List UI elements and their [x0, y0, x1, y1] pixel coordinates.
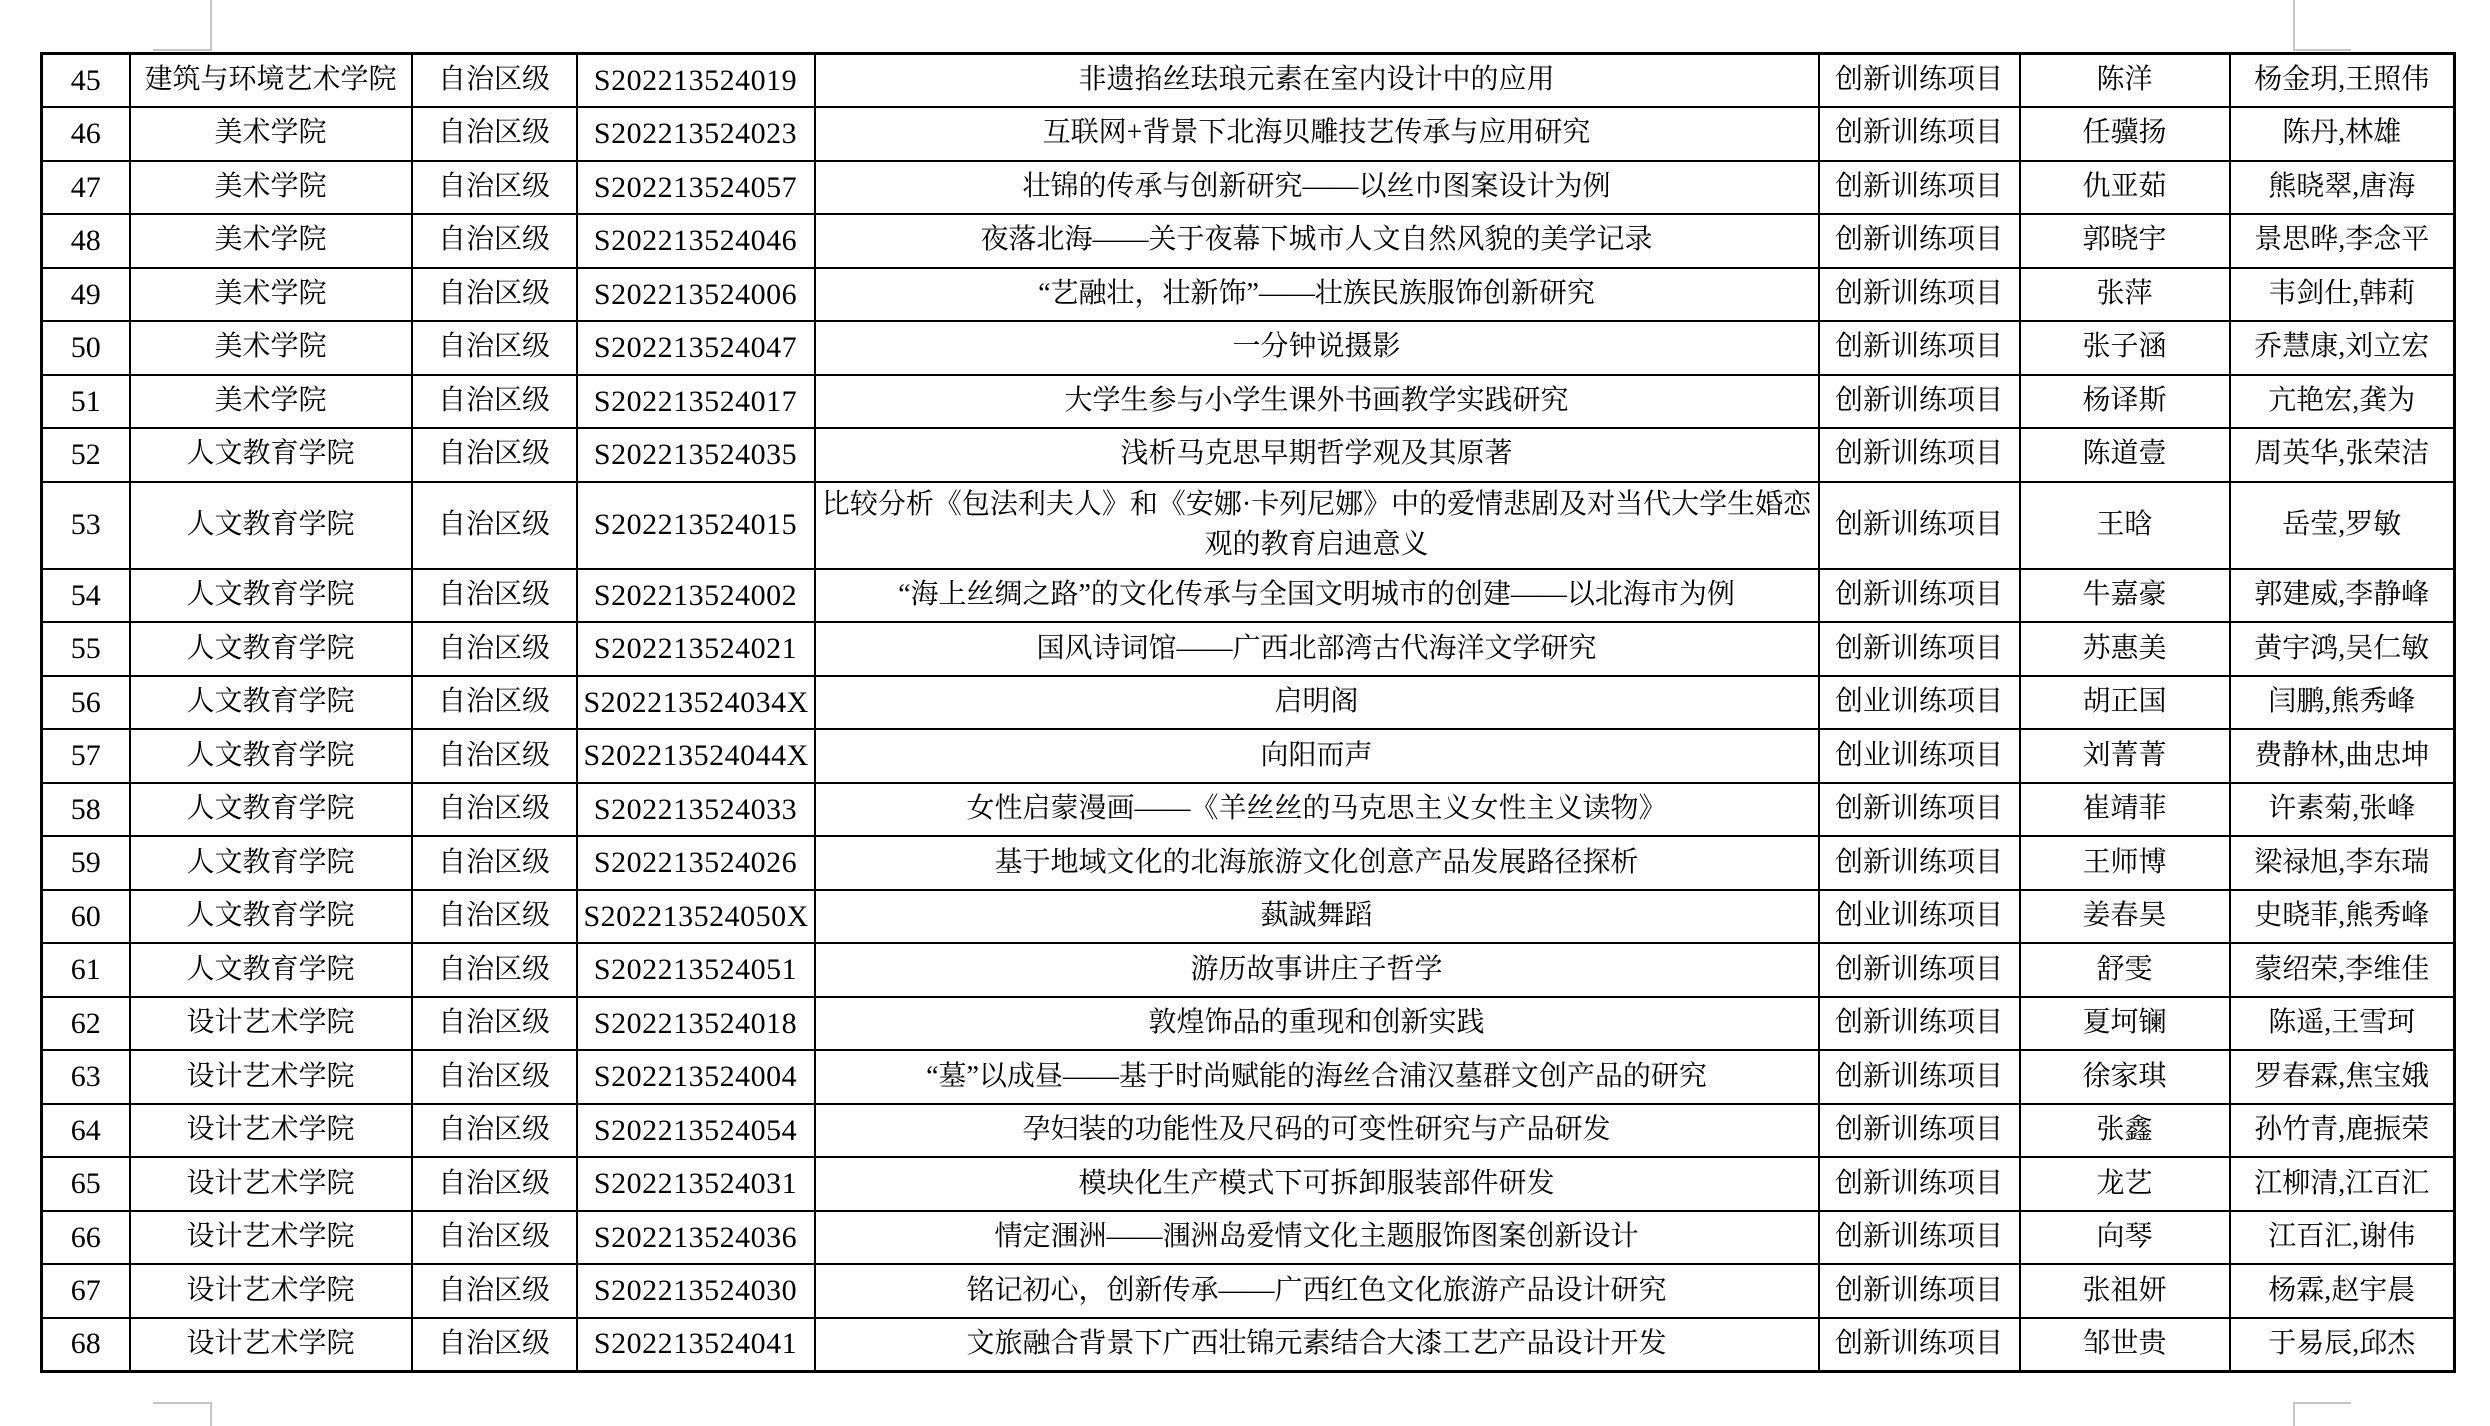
cell-project-title[interactable]: 浅析马克思早期哲学观及其原著 [815, 428, 1819, 482]
cell-project-members[interactable]: 蒙绍荣,李维佳 [2230, 943, 2455, 997]
cell-serial-number[interactable]: 64 [42, 1104, 130, 1158]
cell-project-members[interactable]: 岳莹,罗敏 [2230, 482, 2455, 569]
cell-project-leader[interactable]: 陈道壹 [2020, 428, 2230, 482]
cell-project-type[interactable]: 创新训练项目 [1819, 375, 2020, 429]
cell-project-type[interactable]: 创新训练项目 [1819, 482, 2020, 569]
cell-project-code[interactable]: S202213524006 [577, 268, 815, 322]
cell-project-title[interactable]: 一分钟说摄影 [815, 321, 1819, 375]
cell-project-members[interactable]: 熊晓翠,唐海 [2230, 161, 2455, 215]
cell-project-type[interactable]: 创新训练项目 [1819, 321, 2020, 375]
cell-project-members[interactable]: 许素菊,张峰 [2230, 783, 2455, 837]
cell-project-leader[interactable]: 张萍 [2020, 268, 2230, 322]
cell-college-name[interactable]: 设计艺术学院 [130, 1318, 412, 1372]
cell-project-leader[interactable]: 任骥扬 [2020, 107, 2230, 161]
table-row [42, 1264, 2455, 1318]
cell-project-code[interactable]: S202213524031 [577, 1157, 815, 1211]
cell-project-code[interactable]: S202213524047 [577, 321, 815, 375]
cell-project-level[interactable]: 自治区级 [412, 622, 577, 676]
cell-project-code[interactable]: S202213524041 [577, 1318, 815, 1372]
table-row [42, 268, 2455, 322]
cell-serial-number[interactable]: 53 [42, 482, 130, 569]
cell-project-title[interactable]: 情定涠洲——涠洲岛爱情文化主题服饰图案创新设计 [815, 1211, 1819, 1265]
cell-project-code[interactable]: S202213524015 [577, 482, 815, 569]
cell-college-name[interactable]: 美术学院 [130, 214, 412, 268]
cell-project-level[interactable]: 自治区级 [412, 676, 577, 730]
cell-project-leader[interactable]: 徐家琪 [2020, 1050, 2230, 1104]
cell-project-type[interactable]: 创业训练项目 [1819, 729, 2020, 783]
cell-project-type[interactable]: 创新训练项目 [1819, 1050, 2020, 1104]
cell-serial-number[interactable]: 54 [42, 569, 130, 623]
cell-serial-number[interactable]: 59 [42, 836, 130, 890]
cell-project-members[interactable]: 乔慧康,刘立宏 [2230, 321, 2455, 375]
cell-project-level[interactable]: 自治区级 [412, 1104, 577, 1158]
table-row [42, 1157, 2455, 1211]
cell-serial-number[interactable]: 50 [42, 321, 130, 375]
cell-college-name[interactable]: 人文教育学院 [130, 943, 412, 997]
cell-project-title[interactable]: 基于地域文化的北海旅游文化创意产品发展路径探析 [815, 836, 1819, 890]
cell-project-leader[interactable]: 刘菁菁 [2020, 729, 2230, 783]
cell-project-code[interactable]: S202213524023 [577, 107, 815, 161]
cell-project-type[interactable]: 创业训练项目 [1819, 890, 2020, 944]
cell-project-members[interactable]: 黄宇鸿,吴仁敏 [2230, 622, 2455, 676]
cell-project-code[interactable]: S202213524035 [577, 428, 815, 482]
cell-project-members[interactable]: 江柳清,江百汇 [2230, 1157, 2455, 1211]
cell-project-type[interactable]: 创新训练项目 [1819, 161, 2020, 215]
cell-project-title[interactable]: 女性启蒙漫画——《羊丝丝的马克思主义女性主义读物》 [815, 783, 1819, 837]
cell-project-title[interactable]: 互联网+背景下北海贝雕技艺传承与应用研究 [815, 107, 1819, 161]
cell-project-leader[interactable]: 向琴 [2020, 1211, 2230, 1265]
cell-project-type[interactable]: 创新训练项目 [1819, 268, 2020, 322]
cell-project-code[interactable]: S202213524017 [577, 375, 815, 429]
cell-project-level[interactable]: 自治区级 [412, 428, 577, 482]
cell-project-code[interactable]: S202213524057 [577, 161, 815, 215]
cell-project-type[interactable]: 创新训练项目 [1819, 997, 2020, 1051]
cell-project-code[interactable]: S202213524004 [577, 1050, 815, 1104]
cell-serial-number[interactable]: 65 [42, 1157, 130, 1211]
cell-college-name[interactable]: 人文教育学院 [130, 482, 412, 569]
table-row [42, 569, 2455, 623]
cell-project-level[interactable]: 自治区级 [412, 783, 577, 837]
cell-college-name[interactable]: 人文教育学院 [130, 569, 412, 623]
cell-project-title[interactable]: 壮锦的传承与创新研究——以丝巾图案设计为例 [815, 161, 1819, 215]
cell-college-name[interactable]: 美术学院 [130, 321, 412, 375]
cell-project-leader[interactable]: 夏坷镧 [2020, 997, 2230, 1051]
page-boundary-mark-bottom-left [153, 1402, 212, 1426]
cell-project-code[interactable]: S202213524036 [577, 1211, 815, 1265]
cell-college-name[interactable]: 人文教育学院 [130, 783, 412, 837]
projects-table [40, 52, 2456, 1373]
cell-project-type[interactable]: 创新训练项目 [1819, 107, 2020, 161]
table-row [42, 890, 2455, 944]
cell-serial-number[interactable]: 49 [42, 268, 130, 322]
cell-project-level[interactable]: 自治区级 [412, 1157, 577, 1211]
cell-project-type[interactable]: 创新训练项目 [1819, 1264, 2020, 1318]
cell-project-leader[interactable]: 仇亚茹 [2020, 161, 2230, 215]
cell-college-name[interactable]: 设计艺术学院 [130, 1050, 412, 1104]
cell-project-type[interactable]: 创业训练项目 [1819, 676, 2020, 730]
cell-project-level[interactable]: 自治区级 [412, 1318, 577, 1372]
cell-project-code[interactable]: S202213524030 [577, 1264, 815, 1318]
cell-project-title[interactable]: 孕妇装的功能性及尺码的可变性研究与产品研发 [815, 1104, 1819, 1158]
cell-project-members[interactable]: 史晓菲,熊秀峰 [2230, 890, 2455, 944]
cell-serial-number[interactable]: 46 [42, 107, 130, 161]
cell-project-leader[interactable]: 牛嘉豪 [2020, 569, 2230, 623]
cell-project-members[interactable]: 郭建威,李静峰 [2230, 569, 2455, 623]
cell-project-code[interactable]: S202213524033 [577, 783, 815, 837]
cell-project-leader[interactable]: 张子涵 [2020, 321, 2230, 375]
cell-project-title[interactable]: “海上丝绸之路”的文化传承与全国文明城市的创建——以北海市为例 [815, 569, 1819, 623]
cell-college-name[interactable]: 人文教育学院 [130, 622, 412, 676]
cell-project-title[interactable]: 非遗掐丝珐琅元素在室内设计中的应用 [815, 54, 1819, 108]
table-row [42, 783, 2455, 837]
cell-project-title[interactable]: 启明阁 [815, 676, 1819, 730]
table-row [42, 482, 2455, 569]
cell-project-title[interactable]: 游历故事讲庄子哲学 [815, 943, 1819, 997]
cell-project-leader[interactable]: 姜春昊 [2020, 890, 2230, 944]
cell-project-code[interactable]: S202213524054 [577, 1104, 815, 1158]
cell-serial-number[interactable]: 68 [42, 1318, 130, 1372]
cell-project-title[interactable]: 夜落北海——关于夜幕下城市人文自然风貌的美学记录 [815, 214, 1819, 268]
cell-college-name[interactable]: 美术学院 [130, 375, 412, 429]
cell-project-type[interactable]: 创新训练项目 [1819, 1211, 2020, 1265]
cell-project-leader[interactable]: 胡正国 [2020, 676, 2230, 730]
cell-project-level[interactable]: 自治区级 [412, 107, 577, 161]
cell-project-title[interactable]: 大学生参与小学生课外书画教学实践研究 [815, 375, 1819, 429]
cell-project-leader[interactable]: 陈洋 [2020, 54, 2230, 108]
cell-project-type[interactable]: 创新训练项目 [1819, 622, 2020, 676]
cell-project-level[interactable]: 自治区级 [412, 1264, 577, 1318]
cell-project-title[interactable]: 文旅融合背景下广西壮锦元素结合大漆工艺产品设计开发 [815, 1318, 1819, 1372]
cell-project-level[interactable]: 自治区级 [412, 1211, 577, 1265]
cell-project-members[interactable]: 韦剑仕,韩莉 [2230, 268, 2455, 322]
cell-serial-number[interactable]: 45 [42, 54, 130, 108]
cell-project-code[interactable]: S202213524019 [577, 54, 815, 108]
cell-project-members[interactable]: 孙竹青,鹿振荣 [2230, 1104, 2455, 1158]
cell-project-leader[interactable]: 王晗 [2020, 482, 2230, 569]
cell-project-leader[interactable]: 龙艺 [2020, 1157, 2230, 1211]
cell-project-leader[interactable]: 张鑫 [2020, 1104, 2230, 1158]
cell-college-name[interactable]: 美术学院 [130, 268, 412, 322]
cell-project-members[interactable]: 闫鹏,熊秀峰 [2230, 676, 2455, 730]
cell-project-code[interactable]: S202213524021 [577, 622, 815, 676]
cell-project-type[interactable]: 创新训练项目 [1819, 1318, 2020, 1372]
page-boundary-mark-top-left [153, 0, 212, 51]
cell-college-name[interactable]: 人文教育学院 [130, 890, 412, 944]
cell-project-type[interactable]: 创新训练项目 [1819, 943, 2020, 997]
cell-project-title[interactable]: 比较分析《包法利夫人》和《安娜·卡列尼娜》中的爱情悲剧及对当代大学生婚恋观的教育启迪意义 [815, 482, 1819, 569]
cell-project-type[interactable]: 创新训练项目 [1819, 1157, 2020, 1211]
table-row [42, 676, 2455, 730]
cell-project-members[interactable]: 杨霖,赵宇晨 [2230, 1264, 2455, 1318]
cell-project-type[interactable]: 创新训练项目 [1819, 836, 2020, 890]
cell-serial-number[interactable]: 52 [42, 428, 130, 482]
cell-serial-number[interactable]: 67 [42, 1264, 130, 1318]
cell-serial-number[interactable]: 57 [42, 729, 130, 783]
cell-college-name[interactable]: 设计艺术学院 [130, 1264, 412, 1318]
page-boundary-mark-bottom-right [2293, 1402, 2351, 1426]
cell-college-name[interactable]: 人文教育学院 [130, 428, 412, 482]
cell-project-members[interactable]: 梁禄旭,李东瑞 [2230, 836, 2455, 890]
cell-project-code[interactable]: S202213524051 [577, 943, 815, 997]
table-row [42, 1104, 2455, 1158]
table-row [42, 836, 2455, 890]
table-row [42, 375, 2455, 429]
cell-serial-number[interactable]: 55 [42, 622, 130, 676]
cell-project-level[interactable]: 自治区级 [412, 54, 577, 108]
table-row [42, 428, 2455, 482]
cell-project-type[interactable]: 创新训练项目 [1819, 214, 2020, 268]
cell-college-name[interactable]: 美术学院 [130, 107, 412, 161]
cell-project-level[interactable]: 自治区级 [412, 569, 577, 623]
cell-serial-number[interactable]: 51 [42, 375, 130, 429]
cell-project-level[interactable]: 自治区级 [412, 997, 577, 1051]
cell-project-members[interactable]: 陈遥,王雪珂 [2230, 997, 2455, 1051]
cell-college-name[interactable]: 设计艺术学院 [130, 1104, 412, 1158]
table-row [42, 943, 2455, 997]
page-boundary-mark-top-right [2293, 0, 2351, 51]
cell-project-leader[interactable]: 王师博 [2020, 836, 2230, 890]
cell-project-level[interactable]: 自治区级 [412, 729, 577, 783]
cell-project-code[interactable]: S202213524018 [577, 997, 815, 1051]
cell-college-name[interactable]: 人文教育学院 [130, 729, 412, 783]
cell-project-level[interactable]: 自治区级 [412, 890, 577, 944]
table-row [42, 622, 2455, 676]
cell-project-leader[interactable]: 郭晓宇 [2020, 214, 2230, 268]
table-row [42, 997, 2455, 1051]
cell-project-members[interactable]: 费静林,曲忠坤 [2230, 729, 2455, 783]
cell-college-name[interactable]: 人文教育学院 [130, 836, 412, 890]
cell-project-title[interactable]: 蓺誠舞蹈 [815, 890, 1819, 944]
table-row [42, 321, 2455, 375]
cell-project-title[interactable]: 铭记初心，创新传承——广西红色文化旅游产品设计研究 [815, 1264, 1819, 1318]
cell-project-members[interactable]: 杨金玥,王照伟 [2230, 54, 2455, 108]
cell-project-leader[interactable]: 邹世贵 [2020, 1318, 2230, 1372]
cell-project-code[interactable]: S202213524050X [577, 890, 815, 944]
cell-project-code[interactable]: S202213524046 [577, 214, 815, 268]
cell-serial-number[interactable]: 66 [42, 1211, 130, 1265]
cell-project-type[interactable]: 创新训练项目 [1819, 569, 2020, 623]
cell-project-members[interactable]: 江百汇,谢伟 [2230, 1211, 2455, 1265]
cell-serial-number[interactable]: 60 [42, 890, 130, 944]
table-row [42, 161, 2455, 215]
cell-project-leader[interactable]: 张祖妍 [2020, 1264, 2230, 1318]
cell-project-title[interactable]: 模块化生产模式下可拆卸服装部件研发 [815, 1157, 1819, 1211]
cell-serial-number[interactable]: 48 [42, 214, 130, 268]
cell-project-level[interactable]: 自治区级 [412, 161, 577, 215]
cell-project-title[interactable]: “艺融壮，壮新饰”——壮族民族服饰创新研究 [815, 268, 1819, 322]
cell-project-members[interactable]: 陈丹,林雄 [2230, 107, 2455, 161]
cell-project-members[interactable]: 亢艳宏,龚为 [2230, 375, 2455, 429]
cell-project-title[interactable]: 国风诗词馆——广西北部湾古代海洋文学研究 [815, 622, 1819, 676]
cell-college-name[interactable]: 设计艺术学院 [130, 1157, 412, 1211]
table-row [42, 1211, 2455, 1265]
table-row [42, 1050, 2455, 1104]
cell-project-level[interactable]: 自治区级 [412, 943, 577, 997]
cell-project-level[interactable]: 自治区级 [412, 321, 577, 375]
cell-project-members[interactable]: 景思晔,李念平 [2230, 214, 2455, 268]
cell-serial-number[interactable]: 56 [42, 676, 130, 730]
table-row [42, 1318, 2455, 1372]
cell-project-members[interactable]: 罗春霖,焦宝娥 [2230, 1050, 2455, 1104]
cell-serial-number[interactable]: 61 [42, 943, 130, 997]
cell-project-members[interactable]: 周英华,张荣洁 [2230, 428, 2455, 482]
cell-project-leader[interactable]: 舒雯 [2020, 943, 2230, 997]
cell-project-type[interactable]: 创新训练项目 [1819, 428, 2020, 482]
cell-serial-number[interactable]: 62 [42, 997, 130, 1051]
cell-project-leader[interactable]: 苏惠美 [2020, 622, 2230, 676]
cell-project-title[interactable]: “墓”以成昼——基于时尚赋能的海丝合浦汉墓群文创产品的研究 [815, 1050, 1819, 1104]
table-row [42, 54, 2455, 108]
cell-project-level[interactable]: 自治区级 [412, 482, 577, 569]
projects-table-body [42, 54, 2455, 1372]
table-row [42, 107, 2455, 161]
cell-project-leader[interactable]: 崔靖菲 [2020, 783, 2230, 837]
table-row [42, 729, 2455, 783]
cell-college-name[interactable]: 人文教育学院 [130, 676, 412, 730]
cell-project-type[interactable]: 创新训练项目 [1819, 54, 2020, 108]
cell-college-name[interactable]: 建筑与环境艺术学院 [130, 54, 412, 108]
table-row [42, 214, 2455, 268]
cell-project-code[interactable]: S202213524026 [577, 836, 815, 890]
cell-project-members[interactable]: 于易辰,邱杰 [2230, 1318, 2455, 1372]
cell-college-name[interactable]: 设计艺术学院 [130, 1211, 412, 1265]
cell-project-code[interactable]: S202213524034X [577, 676, 815, 730]
cell-project-level[interactable]: 自治区级 [412, 268, 577, 322]
cell-project-code[interactable]: S202213524002 [577, 569, 815, 623]
cell-project-level[interactable]: 自治区级 [412, 1050, 577, 1104]
cell-project-title[interactable]: 向阳而声 [815, 729, 1819, 783]
cell-project-level[interactable]: 自治区级 [412, 214, 577, 268]
cell-college-name[interactable]: 设计艺术学院 [130, 997, 412, 1051]
cell-project-level[interactable]: 自治区级 [412, 375, 577, 429]
cell-college-name[interactable]: 美术学院 [130, 161, 412, 215]
cell-serial-number[interactable]: 58 [42, 783, 130, 837]
cell-serial-number[interactable]: 63 [42, 1050, 130, 1104]
cell-project-type[interactable]: 创新训练项目 [1819, 1104, 2020, 1158]
cell-project-type[interactable]: 创新训练项目 [1819, 783, 2020, 837]
cell-project-leader[interactable]: 杨译斯 [2020, 375, 2230, 429]
cell-project-level[interactable]: 自治区级 [412, 836, 577, 890]
cell-project-title[interactable]: 敦煌饰品的重现和创新实践 [815, 997, 1819, 1051]
cell-project-code[interactable]: S202213524044X [577, 729, 815, 783]
cell-serial-number[interactable]: 47 [42, 161, 130, 215]
